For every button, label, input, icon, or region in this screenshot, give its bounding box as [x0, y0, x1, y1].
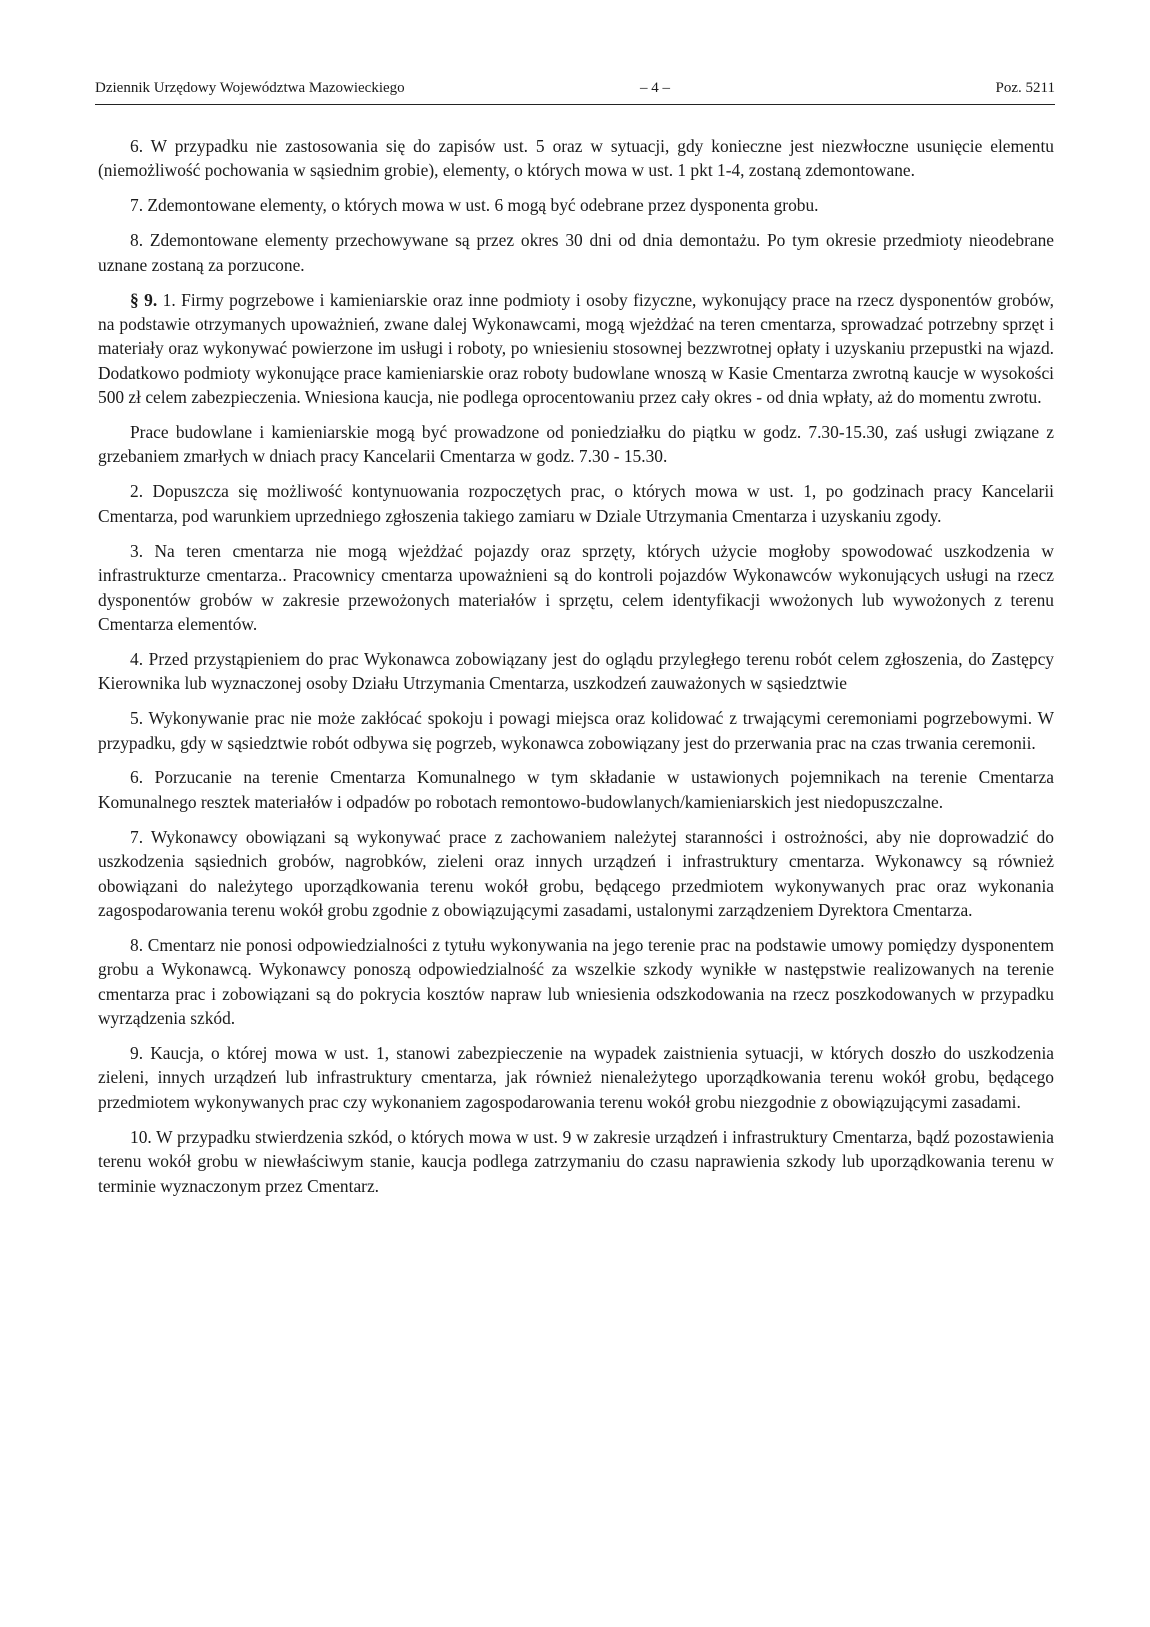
section-mark: § 9.	[130, 289, 158, 310]
paragraph-working-hours: Prace budowlane i kamieniarskie mogą być prowadzone od poniedziałku do piątku w godz. 7.30-15.30, zaś usługi związane z grzebaniem zmarłych w dniach pracy Kancelarii Cmentarza w godz. 7.30 - 15.30.	[98, 422, 1054, 467]
position-number: Poz. 5211	[995, 80, 1055, 96]
section-9-paragraph-1-text: 1. Firmy pogrzebowe i kamieniarskie oraz inne podmioty i osoby fizyczne, wykonujący prace na rzecz dysponentów grobów, na podstawie otrzymanych upoważnień, zwane dalej Wykonawcami, mogą wjeżdżać na teren cmentarza, sprowadzać potrzebny sprzęt i materiały oraz wykonywać powierzone im usługi i roboty, po wniesieniu stosownej bezzwrotnej opłaty i uzyskaniu przepustki na wjazd. Dodatkowo podmioty wykonujące prace kamieniarskie oraz roboty budowlane wnoszą w Kasie Cmentarza zwrotną kaucje w wysokości 500 zł celem zabezpieczenia. Wniesiona kaucja, nie podlega oprocentowaniu przez cały okres - od dnia wpłaty, aż do momentu zwrotu.	[98, 289, 1054, 408]
paragraph-7-collection-of-elements: 7. Zdemontowane elementy, o których mowa w ust. 6 mogą być odebrane przez dysponenta grobu.	[130, 195, 819, 216]
paragraph-10-deposit-retention: 10. W przypadku stwierdzenia szkód, o których mowa w ust. 9 w zakresie urządzeń i infrastruktury Cmentarza, bądź pozostawienia terenu wokół grobu w niewłaściwym stanie, kaucja podlega zatrzymaniu do czasu naprawienia szkody lub uporządkowania terenu w terminie wyznaczonym przez Cmentarz.	[98, 1126, 1054, 1196]
paragraph-8-liability: 8. Cmentarz nie ponosi odpowiedzialności z tytułu wykonywania na jego terenie prac na podstawie umowy pomiędzy dysponentem grobu a Wykonawcą. Wykonawcy ponoszą odpowiedzialność za wszelkie szkody wynikłe w następstwie realizowanych na terenie cmentarza prac i zobowiązani są do pokrycia kosztów napraw lub wniesienia odszkodowania na rzecz poszkodowanych w przypadku wyrządzenia szkód.	[98, 934, 1054, 1029]
paragraph-9-deposit: 9. Kaucja, o której mowa w ust. 1, stanowi zabezpieczenie na wypadek zaistnienia sytuacji, w których doszło do uszkodzenia zieleni, innych urządzeń lub infrastruktury cmentarza, jak również nienależytego uporządkowania terenu wokół grobu, będącego przedmiotem wykonywanych prac czy wykonaniem zagospodarowania terenu wokół grobu niezgodnie z obowiązującymi zasadami.	[98, 1043, 1054, 1112]
paragraph-6-removal-of-elements: 6. W przypadku nie zastosowania się do zapisów ust. 5 oraz w sytuacji, gdy konieczne jest niezwłoczne usunięcie elementu (niemożliwość pochowania w sąsiednim grobie), elementy, o których mowa w ust. 1 pkt 1-4, zostaną zdemontowane.	[98, 136, 1054, 181]
paragraph-5-ceremonies: 5. Wykonywanie prac nie może zakłócać spokoju i powagi miejsca oraz kolidować z trwającymi ceremoniami pogrzebowymi. W przypadku, gdy w sąsiedztwie robót odbywa się pogrzeb, wykonawca zobowiązany jest do przerwania prac na czas trwania ceremonii.	[98, 708, 1054, 753]
paragraph-7-diligence: 7. Wykonawcy obowiązani są wykonywać prace z zachowaniem należytej staranności i ostrożności, aby nie doprowadzić do uszkodzenia sąsiednich grobów, nagrobków, zieleni oraz innych urządzeń i infrastruktury cmentarza. Wykonawcy są również obowiązani do należytego uporządkowania terenu wokół grobu, będącego przedmiotem wykonywanych prac oraz wykonania zagospodarowania terenu wokół grobu zgodnie z obowiązującymi zasadami, ustalonymi zarządzeniem Dyrektora Cmentarza.	[98, 826, 1054, 920]
paragraph-6-waste: 6. Porzucanie na terenie Cmentarza Komunalnego w tym składanie w ustawionych pojemnikach na terenie Cmentarza Komunalnego resztek materiałów i odpadów po robotach remontowo-budowlanych/kamieniarskich jest niedopuszczalne.	[98, 767, 1054, 812]
document-body	[98, 134, 1054, 1208]
page-number: – 4 –	[640, 80, 670, 96]
paragraph-2-continuation-of-works: 2. Dopuszcza się możliwość kontynuowania rozpoczętych prac, o których mowa w ust. 1, po godzinach pracy Kancelarii Cmentarza, pod warunkiem uprzedniego zgłoszenia takiego zamiaru w Dziale Utrzymania Cmentarza i uzyskaniu zgody.	[98, 481, 1054, 526]
running-header	[95, 78, 1055, 105]
paragraph-8-storage-period: 8. Zdemontowane elementy przechowywane są przez okres 30 dni od dnia demontażu. Po tym okresie przedmioty nieodebrane uznane zostaną za porzucone.	[98, 230, 1054, 275]
paragraph-3-vehicles: 3. Na teren cmentarza nie mogą wjeżdżać pojazdy oraz sprzęty, których użycie mogłoby spowodować uszkodzenia w infrastrukturze cmentarza.. Pracownicy cmentarza upoważnieni są do kontroli pojazdów Wykonawców wykonujących usługi na rzecz dysponentów grobów w zakresie przewożonych materiałów i sprzętu, celem identyfikacji wwożonych lub wywożonych z terenu Cmentarza elementów.	[98, 540, 1054, 634]
publication-title: Dziennik Urzędowy Województwa Mazowieckiego	[95, 80, 405, 96]
section-9-paragraph-1-contractors	[98, 288, 1054, 410]
paragraph-4-site-inspection: 4. Przed przystąpieniem do prac Wykonawca zobowiązany jest do oglądu przyległego terenu robót celem zgłoszenia, do Zastępcy Kierownika lub wyznaczonej osoby Działu Utrzymania Cmentarza, uszkodzeń zauważonych w sąsiedztwie	[98, 648, 1054, 694]
